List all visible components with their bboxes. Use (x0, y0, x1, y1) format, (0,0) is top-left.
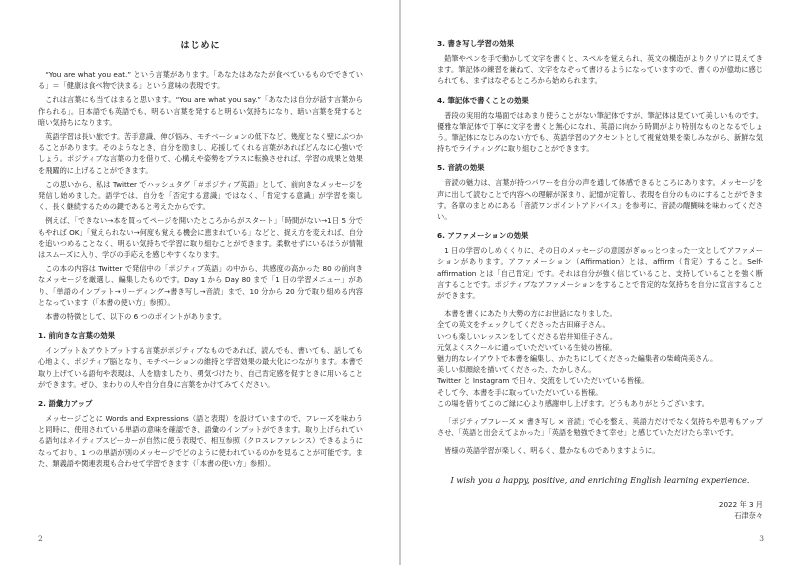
section-heading: 1. 前向きな言葉の効果 (38, 331, 116, 341)
closing-paragraph: 皆様の英語学習が楽しく、明るく、豊かなものでありますように。 (444, 446, 660, 456)
right-page (401, 0, 800, 565)
section-heading: 3. 書き写し学習の効果 (437, 39, 515, 48)
signature-message: I wish you a happy, positive, and enriching English learning experience. (450, 474, 750, 485)
thanks-line: 美しい似顔絵を描いてくださった、たかしさん。 (437, 365, 596, 375)
section-heading: 4. 筆記体で書くことの効果 (437, 95, 529, 105)
intro-paragraph: “You are what you eat.” という言葉があります。「あなたはあなたが食べているものでできている」＝「健康は食べ物で決まる」という意味の表現です。 (38, 70, 363, 91)
thanks-line: いつも楽しいレッスンをしてくださる岩井知佳子さん。 (437, 331, 618, 341)
section-body: 音読の魅力は、言葉が持つパワーを自分の声を通して体感できるところにあります。メッセージを声に出して読むことで内容への理解が深まり、記憶が定着し、表現を自分のものにすることができます。各章のまとめにある「音読ワンポイントアドバイス」を参考に、音読の醍醐味を味わってください。 (437, 178, 763, 222)
thanks-line: この場を借りてこのご縁に心より感謝申し上げます。どうもありがとうございます。 (437, 398, 709, 408)
left-page-content (38, 38, 363, 469)
date: 2022 年 3 月 (718, 499, 763, 509)
intro-paragraph: この思いから、私は Twitter でハッシュタグ「＃ポジティブ英語」として、前向きなメッセージを発信し始めました。語学では、自分を「否定する意識」ではなく、「肯定する意識」が学習を楽しく、長く継続するための鍵であると考えたからです。 (38, 179, 363, 212)
section-heading: 2. 語彙力アップ (38, 399, 93, 409)
section-body: メッセージごとに Words and Expressions（語と表現）を設けていますので、フレーズを味わうと同時に、使用されている単語の意味を確認でき、語彙のインプットができます。取り上げられている語句はネイティブスピーカーが自然に使う表現で、相互参照（クロスレファレンス）できるようになっており、1 つの単語が別のメッセージでどのように使われているのかを見ることが可能です。また、類義語や関連表現も合わせて学習できます（「本書の使い方」参照）。 (38, 414, 363, 468)
section-body: 鉛筆やペンを手で動かして文字を書くと、スペルを覚えられ、英文の構造がよりクリアに見えてきます。筆記体の練習を兼ねて、文字をなぞって書けるようになっていますので、書くのが億劫に感じられても、まずはなぞるところから始められます。 (437, 54, 763, 86)
left-page (0, 0, 399, 565)
thanks-line: Twitter と Instagram で日々、交流をしていただいている皆様。 (437, 376, 649, 386)
section-body: 普段の実用的な場面ではあまり使うことがない筆記体ですが、筆記体は見ていて美しいものです。優雅な筆記体で丁寧に文字を書くと無心になれ、英語に向かう時間がより特別なものとなるでしょう。筆記体になじみのない方でも、英語学習のアクセントとして視覚効果を楽しみながら、新鮮な気持ちでライティングに取り組むことができます。 (437, 110, 763, 154)
closing-paragraph: 「ポジティブフレーズ × 書き写し × 音読」で心を整え、英語力だけでなく気持ちや思考もアップさせ、「英語と出会えてよかった」「英語を勉強できて幸せ」と感じていただけたら幸いです。 (437, 417, 763, 438)
acknowledgements (437, 308, 763, 409)
page-title: はじめに (180, 41, 221, 51)
intro-paragraph: これは言葉にも当てはまると思います。“You are what you say.”「あなたは自分が話す言葉から作られる」。日本語でも英語でも、明るい言葉を発すると明るい気持ちになり、暗い言葉を発すると暗い気持ちになります。 (38, 95, 363, 127)
thanks-line: 魅力的なレイアウトで本書を編集し、かたちにしてくださった編集者の柴崎尚美さん。 (437, 354, 718, 364)
thanks-line: 元気よくスクールに通っていただいている生徒の皆様。 (437, 342, 617, 352)
intro-paragraph: この本の内容は Twitter で発信中の「ポジティブ英語」の中から、共感度の高かった 80 の前向きなメッセージを厳選し、編集したものです。Day 1 から Day 80 まで「1 日の学習メニュー」があり、「単語のインプット→リーディング→書き写し→音読」まで、10 分から 20 分で取り組める内容となっています（「本書の使い方」参照）。 (38, 264, 363, 307)
section-heading: 6. アファメーションの効果 (437, 231, 529, 241)
thanks-lead: 本書を書くにあたり大勢の方にお世話になりました。 (444, 309, 617, 319)
page-number: 3 (759, 534, 764, 543)
thanks-line: そして今、本書を手に取っていただいている皆様。 (437, 387, 603, 397)
section-body: インプット＆アウトプットする言葉がポジティブなものであれば、読んでも、書いても、話しても心地よく、ポジティブ脳となり、モチベーションの維持と学習効果の最大化につながります。本書で取り上げている語句や表現は、人を励ましたり、勇気づけたり、自己肯定感を促すときに用いることができます。ぜひ、まわりの人や自分自身に言葉をかけてみてください。 (38, 346, 363, 389)
thanks-line: 全ての英文をチェックしてくださった古田麻子さん。 (437, 320, 610, 330)
author-name: 石津奈々 (734, 510, 763, 520)
intro-paragraph: 本書の特徴として、以下の 6 つのポイントがあります。 (45, 312, 227, 322)
intro-paragraph: 英語学習は長い旅です。苦手意識、伸び悩み、モチベーションの低下など、幾度となく壁にぶつかることがあります。そのようなとき、自分を励まし、応援してくれる言葉があればどんなに心強いでしょう。ポジティブな言葉の力を借りて、心構えや姿勢をプラスに転換させれば、学習の成果と効果を飛躍的に上げることができます。 (38, 132, 363, 175)
page-number: 2 (38, 534, 43, 543)
right-page-content (437, 38, 763, 521)
section-body: 1 日の学習のしめくくりに、その日のメッセージの意図がぎゅっとつまった一文としてアファメーションがあります。アファメーション（Affirmation）とは、affirm（肯定）すること。Self-affirmation とは「自己肯定」です。それは自分が強く信じていること、支持していることを強く断言することです。ポジティブなアファメーションをすることで肯定的な気持ちを自分に宣言することができます。 (437, 246, 763, 301)
intro-paragraph: 例えば、「できない→本を買ってページを開いたところからがスタート」「時間がない→1日 5 分でもやれば OK」「覚えられない→何度も覚える機会に恵まれている」などと、捉え方を変えれば、自分を追いつめることなく、明るい気持ちで学習に取り組むことができます。柔軟せずにいるほうが情報はスムーズに入り、学びの手応えを感じやすくなります。 (38, 216, 363, 260)
section-heading: 5. 音読の効果 (437, 163, 485, 173)
